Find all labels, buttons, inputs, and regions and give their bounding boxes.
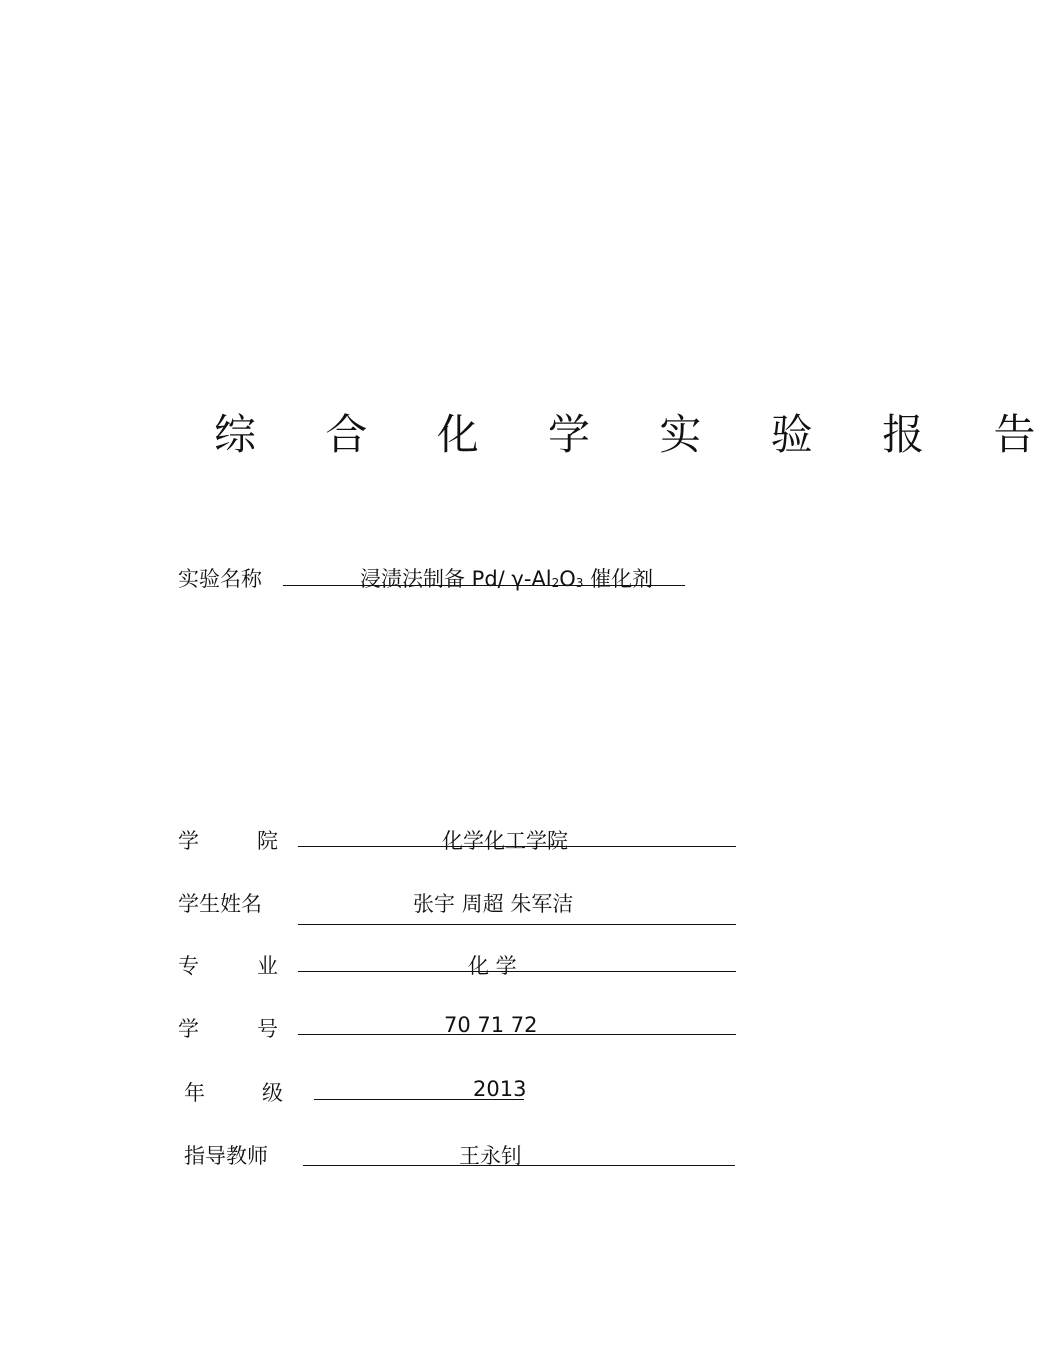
grade-label-b: 级 [262, 1081, 283, 1105]
student-id-label-a: 学 [178, 1017, 199, 1041]
report-title: 综 合 化 学 实 验 报 告 [214, 410, 1063, 459]
major-label-b: 业 [257, 954, 278, 978]
students-underline [298, 924, 736, 925]
college-label-b: 院 [257, 829, 278, 853]
advisor-value: 王永钊 [459, 1144, 522, 1168]
grade-label-a: 年 [184, 1081, 205, 1105]
advisor-underline [303, 1165, 735, 1166]
grade-value: 2013 [473, 1077, 527, 1101]
student-id-underline [298, 1034, 736, 1035]
students-label: 学生姓名 [178, 892, 262, 916]
major-value: 化 学 [468, 954, 517, 978]
experiment-name-underline [283, 585, 685, 586]
experiment-name-label: 实验名称 [178, 567, 262, 591]
advisor-label: 指导教师 [184, 1144, 268, 1168]
college-value: 化学化工学院 [442, 829, 568, 853]
student-id-label-b: 号 [257, 1017, 278, 1041]
grade-underline [314, 1099, 524, 1100]
student-id-value: 70 71 72 [444, 1013, 538, 1037]
students-value: 张宇 周超 朱军洁 [413, 892, 574, 916]
experiment-name-value: 浸渍法制备 Pd/ $\gamma-Al_2O_3$ 催化剂 [360, 567, 654, 591]
college-label-a: 学 [178, 829, 199, 853]
major-underline [298, 971, 736, 972]
college-underline [298, 846, 736, 847]
major-label-a: 专 [178, 954, 199, 978]
